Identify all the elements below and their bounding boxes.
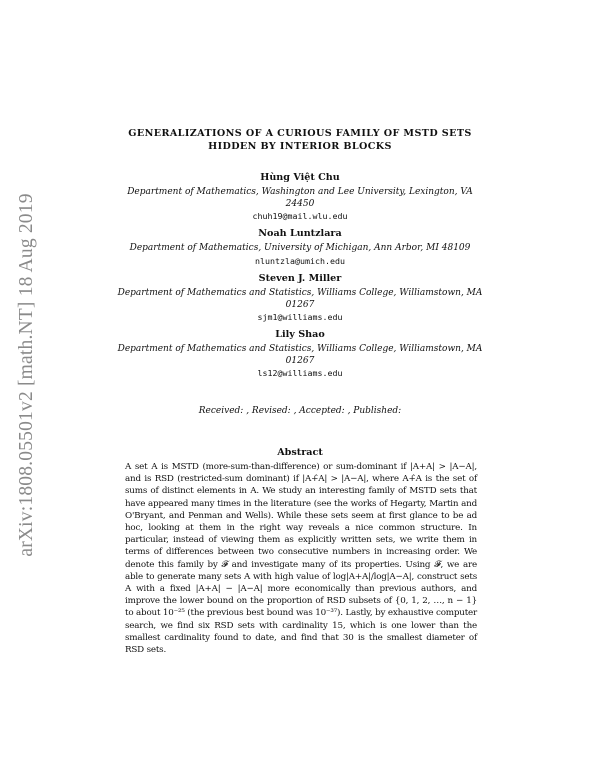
affiliation-line: Department of Mathematics and Statistics, Williams College, Williamstown, MA: [117, 288, 483, 298]
author-block: [115, 329, 485, 379]
author-email[interactable]: nluntzla@umich.edu: [255, 255, 345, 266]
title-line: GENERALIZATIONS OF A CURIOUS FAMILY OF MSTD SETS: [128, 128, 472, 139]
author-affiliation: [115, 288, 485, 311]
affiliation-line: 01267: [285, 355, 315, 366]
author-affiliation: [115, 187, 485, 210]
author-name: Noah Luntzlara: [258, 228, 342, 239]
author-name: Hùng Việt Chu: [260, 172, 340, 183]
affiliation-line: Department of Mathematics and Statistics, Williams College, Williamstown, MA: [117, 344, 483, 354]
affiliation-line: 01267: [285, 299, 315, 310]
author-email[interactable]: chuh19@mail.wlu.edu: [252, 211, 348, 221]
title-line: HIDDEN BY INTERIOR BLOCKS: [208, 141, 392, 152]
author-name: Steven J. Miller: [258, 273, 342, 284]
author-block: [115, 273, 485, 323]
arxiv-side-stamp: [4, 175, 50, 575]
author-email[interactable]: ls12@williams.edu: [257, 368, 343, 378]
paper-title: [110, 127, 490, 153]
author-block: [115, 172, 485, 222]
author-name: Lily Shao: [275, 329, 325, 340]
received-dates: Received: , Revised: , Accepted: , Published:: [198, 406, 402, 416]
affiliation-line: Department of Mathematics, University of Michigan, Ann Arbor, MI 48109: [129, 243, 471, 253]
arxiv-identifier: arXiv:1808.05501v2 [math.NT] 18 Aug 2019: [16, 193, 37, 557]
abstract-body: A set A is MSTD (more-sum-than-difference) or sum-dominant if |A+A| > |A−A|, and is RSD (restricted-sum dominant) if |A+̂A| > |A−A|, where A+̂A is the set of sums of distinct elements in A. We study an interesting family of MSTD sets that have appeared many times in the literature (see the works of Hegarty, Martin and O'Bryant, and Penman and Wells). While these sets seem at first glance to be ad hoc, looking at them in the right way reveals a nice common structure. In particular, instead of viewing them as explicitly written sets, we write them in terms of differences between two consecutive numbers in increasing order. We denote this family by 𝓕 and investigate many of its properties. Using 𝓕, we are able to generate many sets A with high value of log|A+A|/log|A−A|, construct sets A with a fixed |A+A| − |A−A| more economically than previous authors, and improve the lower bound on the proportion of RSD subsets of {0, 1, 2, …, n − 1} to about 10⁻²⁵ (the previous best bound was 10⁻³⁷). Lastly, by exhaustive computer search, we find six RSD sets with cardinality 15, which is one lower than the smallest cardinality found to date, and find that 30 is the smallest diameter of RSD sets.: [125, 462, 477, 656]
author-affiliation: [115, 344, 485, 367]
abstract-heading: Abstract: [277, 447, 323, 458]
author-email[interactable]: sjm1@williams.edu: [257, 312, 343, 322]
affiliation-line: 24450: [285, 198, 315, 209]
author-block: [115, 228, 485, 267]
author-affiliation: [115, 243, 485, 255]
affiliation-line: Department of Mathematics, Washington and Lee University, Lexington, VA: [127, 187, 473, 197]
